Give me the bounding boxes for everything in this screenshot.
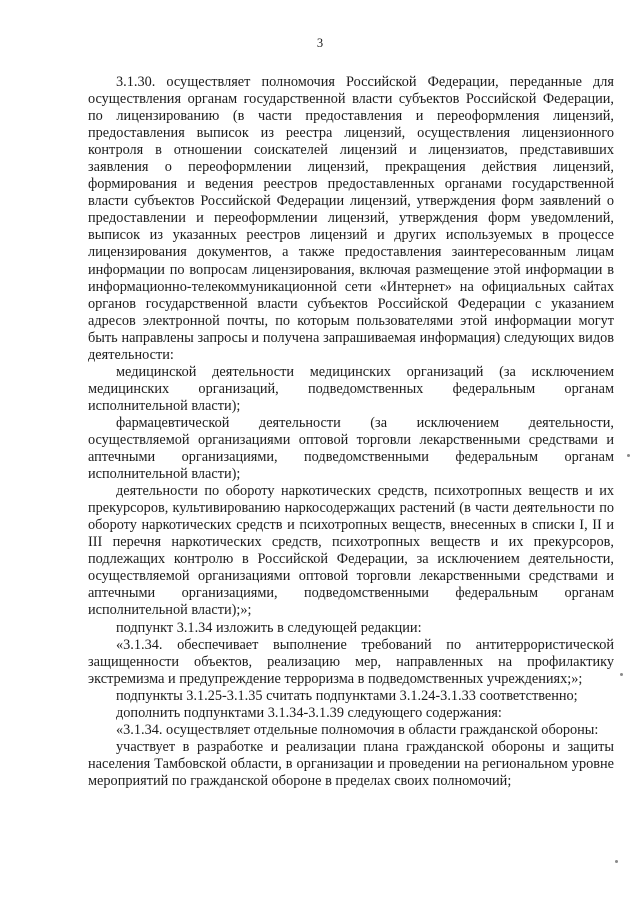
scan-speck [627, 454, 630, 457]
paragraph-renumbering: подпункты 3.1.25-3.1.35 считать подпунктами 3.1.24-3.1.33 соответственно; [116, 687, 578, 704]
paragraph-3-1-34-antiterror: «3.1.34. обеспечивает выполнение требований по антитеррористической защищенности объектов, реализацию мер, направленных на профилактику экстремизма и предупреждение терроризма в подведомственных учреждениях;»; [88, 636, 614, 687]
scan-speck [620, 673, 623, 676]
paragraph-subclause-amendment: подпункт 3.1.34 изложить в следующей редакции: [116, 619, 422, 636]
paragraph-3-1-30: 3.1.30. осуществляет полномочия Российской Федерации, переданные для осуществления органам государственной власти субъектов Российской Федерации, по лицензированию (в части предоставления и переоформления лицензий, предоставления выписок из реестра лицензий, осуществления лицензионного контроля в отношении соискателей лицензий и лицензиатов, представивших заявления о переоформлении лицензий, прекращения действия лицензий, формирования и ведения реестров предоставленных органами государственной власти субъектов Российской Федерации лицензий, утверждения форм заявлений о предоставлении и переоформлении лицензий, утверждения форм уведомлений, выписок из указанных реестров лицензий и других используемых в процессе лицензирования документов, а также предоставления заинтересованным лицам информации по вопросам лицензирования, включая размещение этой информации в информационно-телекоммуникационной сети «Интернет» на официальных сайтах органов государственной власти субъектов Российской Федерации с указанием адресов электронной почты, по которым пользователями этой информации могут быть направлены запросы и получена запрашиваемая информация) следующих видов деятельности: [88, 74, 614, 363]
paragraph-narcotics-activity: деятельности по обороту наркотических средств, психотропных веществ и их прекурсоров, культивированию наркосодержащих растений (в части деятельности по обороту наркотических средств и психотропных веществ, внесенных в списки I, II и III перечня наркотических средств, психотропных веществ и их прекурсоров, подлежащих контролю в Российской Федерации, за исключением деятельности, осуществляемой организациями оптовой торговли лекарственными средствами и аптечными организациями, подведомственными федеральным органам исполнительной власти);»; [88, 483, 614, 619]
page-number: 3 [316, 36, 324, 50]
paragraph-civil-defense-plan: участвует в разработке и реализации плана гражданской обороны и защиты населения Тамбовской области, в организации и проведении на региональном уровне мероприятий по гражданской обороне в пределах своих полномочий; [88, 738, 614, 789]
paragraph-medical-activity: медицинской деятельности медицинских организаций (за исключением медицинских организаций, подведомственных федеральным органам исполнительной власти); [88, 363, 614, 414]
paragraph-3-1-34-civil-defense: «3.1.34. осуществляет отдельные полномочия в области гражданской обороны: [116, 721, 599, 738]
document-body [88, 74, 614, 790]
paragraph-pharmaceutical-activity: фармацевтической деятельности (за исключением деятельности, осуществляемой организациями оптовой торговли лекарственными средствами и аптечными организациями, подведомственными федеральным органам исполнительной власти); [88, 414, 614, 483]
scan-speck [615, 860, 618, 863]
paragraph-add-subclauses: дополнить подпунктами 3.1.34-3.1.39 следующего содержания: [116, 704, 502, 721]
